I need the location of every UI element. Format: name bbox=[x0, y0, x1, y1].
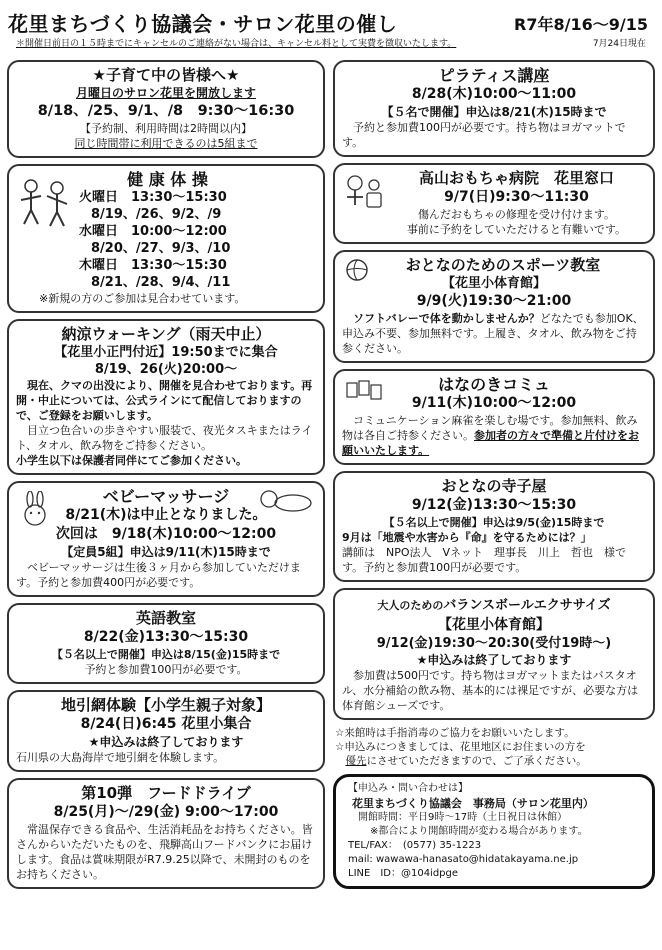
event-subtitle: 月曜日のサロン花里を開放します bbox=[75, 86, 256, 100]
event-omocha bbox=[333, 163, 655, 244]
schedule-thu-dates: 8/21、/28、9/4、/11 bbox=[91, 275, 231, 290]
event-title: 第10弾 フードドライブ bbox=[81, 784, 251, 802]
note-line: ☆申込みにつきましては、花里地区にお住まいの方を bbox=[335, 741, 586, 753]
contact-mail[interactable]: mail: wawawa-hanasato@hidatakayama.ne.jp bbox=[348, 854, 579, 865]
right-column bbox=[333, 60, 655, 889]
event-date: 8/25(月)～/29(金) 9:00～17:00 bbox=[53, 804, 279, 820]
event-text: 参加費は500円です。持ち物はヨガマットまたはバスタオル、水分補給の飲み物、基本的には裸足ですが、必要な方は体育館シューズです。 bbox=[342, 669, 639, 712]
event-date: 8/28(木)10:00～11:00 bbox=[411, 86, 577, 102]
event-title: おとなのためのスポーツ教室 bbox=[405, 256, 601, 274]
event-dates: 8/18、/25、9/1、/8 9:30～16:30 bbox=[37, 103, 295, 119]
event-pilates bbox=[333, 60, 655, 157]
event-dates: 8/19、26(火)20:00～ bbox=[94, 362, 238, 377]
as-of-date: 7月24日現在 bbox=[592, 39, 646, 49]
contact-hours-note: ※都合により開館時間が変わる場合があります。 bbox=[370, 826, 588, 837]
event-eigo bbox=[7, 603, 325, 684]
schedule-thu: 木曜日 13:30～15:30 bbox=[79, 258, 227, 273]
event-title: 高山おもちゃ病院 花里窓口 bbox=[418, 169, 614, 187]
event-food bbox=[7, 778, 325, 889]
event-title: 地引網体験【小学生親子対象】 bbox=[60, 696, 271, 714]
note-line: にさせていただきますので、ご了承ください。 bbox=[366, 755, 587, 767]
event-place: 【花里小正門付近】19:50までに集合 bbox=[54, 345, 278, 360]
event-apply: 【５名以上で開催】申込は8/15(金)15時まで bbox=[51, 648, 281, 661]
rabbit-illustration bbox=[17, 491, 53, 531]
note-line: ☆来館時は手指消毒のご協力をお願いいたします。 bbox=[335, 727, 575, 739]
schedule-tue-dates: 8/19、/26、9/2、/9 bbox=[91, 207, 222, 222]
event-date: 9/9(火)19:30～21:00 bbox=[416, 293, 572, 309]
event-terakoya bbox=[333, 471, 655, 582]
event-text: 常温保存できる食品や、生活消耗品をお持ちください。皆さんからいただいたものを、飛騨高山フードバンクにお届けします。食品は賞味期限がR7.9.25以降で、未開封のものをお持ちください。 bbox=[16, 823, 313, 881]
event-place: 【花里小体育館】 bbox=[438, 617, 550, 633]
event-cancel: 8/21(木)は中止となりました。 bbox=[65, 507, 267, 523]
event-title: バランスボールエクササイズ bbox=[443, 598, 611, 613]
period-label: R7年8/16～9/15 bbox=[514, 15, 648, 34]
event-title: おとなの寺子屋 bbox=[441, 477, 547, 495]
event-date: 9/12(金)19:30～20:30(受付19時～) bbox=[376, 636, 612, 651]
event-emphasis: 参加者の方々で準備と片付けをお願いいたします。 bbox=[342, 429, 639, 457]
event-closed: ★申込みは終了しております bbox=[416, 653, 572, 667]
contact-tel: TEL/FAX： (0577) 35-1223 bbox=[348, 840, 482, 851]
event-title: 納涼ウォーキング（雨天中止） bbox=[61, 325, 271, 343]
notes bbox=[333, 726, 655, 768]
event-date: 8/22(金)13:30～15:30 bbox=[83, 629, 249, 645]
event-text: 予約と参加費100円が必要です。 bbox=[84, 663, 248, 676]
contact-line[interactable]: LINE ID：@104idpge bbox=[348, 868, 459, 879]
baby-illustration bbox=[255, 487, 315, 513]
contact-hours: 開館時間：平日9時～17時（土日祝日は休館） bbox=[358, 812, 568, 823]
event-apply: 【５名以上で開催】申込は9/5(金)15時まで bbox=[383, 516, 605, 529]
event-walking bbox=[7, 319, 325, 475]
mahjong-tiles-illustration bbox=[345, 377, 385, 405]
event-text: ベビーマッサージは生後３ヶ月から参加していただけます。予約と参加費400円が必要です。 bbox=[16, 561, 301, 589]
volleyball-icon bbox=[345, 258, 369, 282]
event-text: コミュニケーション麻雀を楽しむ場です。参加無料、飲み物は各自ご持参ください。 bbox=[342, 414, 638, 442]
event-date: 9/12(金)13:30～15:30 bbox=[411, 497, 577, 513]
schedule-tue: 火曜日 13:30～15:30 bbox=[79, 190, 227, 205]
event-text: 予約と参加費100円が必要です。持ち物はヨガマットです。 bbox=[342, 121, 626, 149]
contact-heading: 【申込み・問い合わせは】 bbox=[348, 783, 468, 794]
event-text: どなたでも参加OK、申込み不要、参加無料です。上履き、タオル、飲み物をご持参ください。 bbox=[342, 312, 644, 355]
schedule-wed-dates: 8/20、/27、9/3、/10 bbox=[91, 241, 231, 256]
left-column bbox=[7, 60, 325, 889]
event-text: 小学生以下は保護者同伴にてご参加ください。 bbox=[16, 454, 247, 467]
note-emphasis: 優先 bbox=[345, 755, 367, 767]
event-place: 【花里小体育館】 bbox=[441, 276, 546, 291]
event-date: 9/11(木)10:00～12:00 bbox=[411, 395, 577, 411]
event-title: はなのきコミュ bbox=[438, 375, 550, 394]
event-balance bbox=[333, 588, 655, 720]
event-note: ※新規の方のご参加は見合わせています。 bbox=[39, 292, 246, 305]
event-date: 9/7(日)9:30～11:30 bbox=[444, 189, 589, 205]
event-baby bbox=[7, 481, 325, 597]
page-title: 花里まちづくり協議会・サロン花里の催し bbox=[8, 12, 398, 36]
event-sports bbox=[333, 250, 655, 363]
event-jibiki bbox=[7, 690, 325, 772]
event-title: ピラティス講座 bbox=[438, 66, 550, 85]
cancel-notice: ＊開催日前日の１５時までにキャンセルのご連絡がない場合は、キャンセル料として実費を徴収いたします。 bbox=[16, 39, 457, 49]
event-kosodate bbox=[7, 60, 325, 158]
event-apply: 【定員5組】申込は9/11(木)15時まで bbox=[61, 545, 271, 559]
toy-doctor-illustration bbox=[341, 171, 385, 215]
event-lead: ソフトバレーで体を動かしませんか？ bbox=[353, 312, 540, 325]
schedule-wed: 水曜日 10:00～12:00 bbox=[79, 224, 227, 239]
event-text: 事前に予約をしていただけると有難いです。 bbox=[406, 223, 627, 236]
contact-box bbox=[333, 774, 655, 889]
contact-org: 花里まちづくり協議会 事務局（サロン花里内） bbox=[352, 797, 594, 810]
event-text: 石川県の大島海岸で地引網を体験します。 bbox=[16, 751, 225, 764]
event-title: ベビーマッサージ bbox=[102, 487, 230, 506]
event-title: ★子育て中の皆様へ★ bbox=[92, 66, 240, 84]
event-closed: ★申込みは終了しております bbox=[88, 735, 244, 749]
event-text: 傷んだおもちゃの修理を受け付けます。 bbox=[417, 208, 616, 221]
event-title: 健 康 体 操 bbox=[127, 170, 208, 189]
event-text: 現在、クマの出没により、開催を見合わせております。再開・中止については、公式ラインにて配信しておりますので、ご登録をお願いします。 bbox=[16, 379, 313, 422]
event-hananoki bbox=[333, 369, 655, 465]
event-date: 8/24(日)6:45 花里小集合 bbox=[80, 716, 252, 732]
event-next: 次回は 9/18(木)10:00～12:00 bbox=[55, 526, 277, 542]
event-kenko bbox=[7, 164, 325, 313]
exercise-people-illustration bbox=[15, 174, 75, 234]
event-apply: 【５名で開催】申込は8/21(木)15時まで bbox=[381, 105, 607, 119]
page-header bbox=[8, 4, 656, 54]
event-text: 目立つ色合いの歩きやすい服装で、夜光タスキまたはライト、タオル、飲み物をご持参ください。 bbox=[16, 424, 313, 452]
event-note: 同じ時間帯に利用できるのは5組まで bbox=[74, 137, 258, 150]
event-text: 講師は NPO法人 Vネット 理事長 川上 哲也 様です。予約と参加費100円が必要です。 bbox=[342, 546, 627, 574]
event-title-small: 大人のための bbox=[377, 599, 444, 612]
event-text: 9月は「地震や水害から『命』を守るためには？」 bbox=[342, 531, 592, 544]
event-note: 【予約制、利用時間は2時間以内】 bbox=[80, 122, 252, 135]
event-title: 英語教室 bbox=[135, 609, 196, 627]
